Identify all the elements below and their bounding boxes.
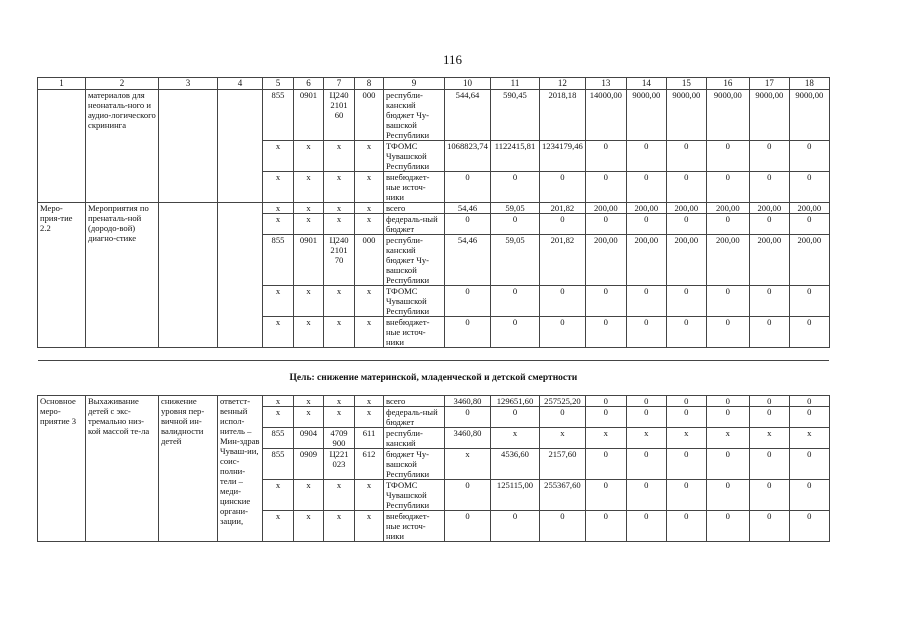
amount-value: 0 — [706, 480, 749, 511]
amount-value: 0 — [540, 172, 586, 203]
expense-type-code: x — [355, 203, 384, 214]
amount-value: 257525,20 — [540, 396, 586, 407]
amount-value: 0 — [585, 286, 626, 317]
section-2-executor — [218, 203, 263, 348]
column-number: 4 — [218, 78, 263, 90]
amount-value: 0 — [749, 511, 789, 542]
expense-type-code: x — [355, 511, 384, 542]
amount-value: 0 — [540, 407, 586, 428]
section-code: x — [294, 480, 324, 511]
amount-value: 0 — [491, 317, 540, 348]
amount-value: 0 — [789, 172, 829, 203]
amount-value: 0 — [585, 407, 626, 428]
section-code: x — [294, 407, 324, 428]
amount-value: 0 — [789, 449, 829, 480]
target-article-code: x — [324, 141, 355, 172]
column-number: 9 — [384, 78, 445, 90]
amount-value: 0 — [666, 286, 706, 317]
amount-value: x — [626, 428, 666, 449]
grbs-code: 855 — [263, 90, 294, 141]
amount-value: 0 — [706, 141, 749, 172]
amount-value: 200,00 — [706, 203, 749, 214]
amount-value: 0 — [585, 214, 626, 235]
section-code: x — [294, 317, 324, 348]
amount-value: 200,00 — [666, 203, 706, 214]
funding-source: внебюджет-ные источ-ники — [384, 172, 445, 203]
expense-type-code: 612 — [355, 449, 384, 480]
amount-value: 2018,18 — [540, 90, 586, 141]
target-article-code: Ц221 023 — [324, 449, 355, 480]
target-article-code: x — [324, 172, 355, 203]
section-2-event-name: Мероприятия по пренаталь-ной (дородо-вой) диагно-стике — [86, 203, 159, 348]
grbs-code: x — [263, 141, 294, 172]
amount-value: 200,00 — [749, 203, 789, 214]
column-number: 17 — [749, 78, 789, 90]
section-code: 0909 — [294, 449, 324, 480]
amount-value: 0 — [789, 480, 829, 511]
funding-source: федераль-ный бюджет — [384, 407, 445, 428]
amount-value: 201,82 — [540, 235, 586, 286]
amount-value: 0 — [789, 141, 829, 172]
expense-type-code: x — [355, 407, 384, 428]
expense-type-code: 611 — [355, 428, 384, 449]
amount-value: 0 — [626, 407, 666, 428]
amount-value: 0 — [666, 214, 706, 235]
grbs-code: x — [263, 172, 294, 203]
expense-type-code: 000 — [355, 90, 384, 141]
amount-value: 9000,00 — [666, 90, 706, 141]
spacer-cell — [38, 348, 830, 361]
amount-value: 0 — [789, 317, 829, 348]
amount-value: 0 — [706, 317, 749, 348]
grbs-code: x — [263, 511, 294, 542]
funding-source: ТФОМС Чувашской Республики — [384, 141, 445, 172]
section-1-indicator — [159, 90, 218, 203]
amount-value: 0 — [706, 511, 749, 542]
amount-value: 0 — [706, 396, 749, 407]
goal-row — [38, 361, 830, 396]
amount-value: 0 — [585, 141, 626, 172]
amount-value: 0 — [626, 511, 666, 542]
amount-value: 0 — [666, 141, 706, 172]
funding-source: внебюджет-ные источ-ники — [384, 511, 445, 542]
amount-value: 1122415,81 — [491, 141, 540, 172]
amount-value: 201,82 — [540, 203, 586, 214]
funding-source: бюджет Чу-вашской Республики — [384, 449, 445, 480]
amount-value: x — [585, 428, 626, 449]
amount-value: 0 — [626, 449, 666, 480]
amount-value: 3460,80 — [445, 396, 491, 407]
amount-value: 1068823,74 — [445, 141, 491, 172]
section-code: x — [294, 286, 324, 317]
amount-value: 0 — [585, 317, 626, 348]
section-code: 0904 — [294, 428, 324, 449]
amount-value: 59,05 — [491, 203, 540, 214]
section-1-executor — [218, 90, 263, 203]
amount-value: 200,00 — [585, 235, 626, 286]
amount-value: 0 — [749, 449, 789, 480]
target-article-code: x — [324, 511, 355, 542]
section-2-event-code: Меро-прия-тие 2.2 — [38, 203, 86, 348]
budget-table — [37, 77, 830, 542]
funding-source: ТФОМС Чувашской Республики — [384, 286, 445, 317]
spacer-row — [38, 348, 830, 361]
amount-value: 0 — [445, 214, 491, 235]
amount-value: 0 — [706, 449, 749, 480]
amount-value: 0 — [626, 214, 666, 235]
column-number: 10 — [445, 78, 491, 90]
target-article-code: x — [324, 480, 355, 511]
column-number: 8 — [355, 78, 384, 90]
amount-value: 0 — [626, 396, 666, 407]
amount-value: 0 — [540, 286, 586, 317]
amount-value: x — [540, 428, 586, 449]
amount-value: 0 — [666, 480, 706, 511]
amount-value: 0 — [626, 172, 666, 203]
grbs-code: 855 — [263, 235, 294, 286]
funding-source: ТФОМС Чувашской Республики — [384, 480, 445, 511]
column-number: 1 — [38, 78, 86, 90]
column-number: 13 — [585, 78, 626, 90]
amount-value: 200,00 — [706, 235, 749, 286]
amount-value: x — [666, 428, 706, 449]
amount-value: 0 — [666, 449, 706, 480]
amount-value: 0 — [491, 172, 540, 203]
section-3-indicator: снижение уровня пер-вичной ин-валидности детей — [159, 396, 218, 542]
amount-value: 0 — [749, 141, 789, 172]
amount-value: 0 — [585, 480, 626, 511]
amount-value: 9000,00 — [789, 90, 829, 141]
amount-value: 200,00 — [626, 235, 666, 286]
target-article-code: Ц240 2101 70 — [324, 235, 355, 286]
grbs-code: x — [263, 203, 294, 214]
amount-value: 200,00 — [585, 203, 626, 214]
section-2-indicator — [159, 203, 218, 348]
page-number: 116 — [442, 52, 463, 67]
amount-value: 9000,00 — [749, 90, 789, 141]
column-number-row — [38, 78, 830, 90]
column-number: 7 — [324, 78, 355, 90]
section-code: x — [294, 214, 324, 235]
column-number: 5 — [263, 78, 294, 90]
amount-value: 0 — [445, 172, 491, 203]
amount-value: x — [749, 428, 789, 449]
amount-value: 0 — [540, 511, 586, 542]
amount-value: 0 — [666, 396, 706, 407]
amount-value: 3460,80 — [445, 428, 491, 449]
grbs-code: x — [263, 317, 294, 348]
amount-value: 200,00 — [626, 203, 666, 214]
section-code: x — [294, 396, 324, 407]
expense-type-code: x — [355, 317, 384, 348]
amount-value: 0 — [626, 286, 666, 317]
column-number: 12 — [540, 78, 586, 90]
amount-value: 0 — [749, 407, 789, 428]
amount-value: x — [491, 428, 540, 449]
section-code: x — [294, 172, 324, 203]
column-number: 14 — [626, 78, 666, 90]
amount-value: 9000,00 — [706, 90, 749, 141]
target-article-code: x — [324, 203, 355, 214]
target-article-code: x — [324, 396, 355, 407]
funding-source: республи-канский бюджет Чу-вашской Республики — [384, 90, 445, 141]
target-article-code: x — [324, 407, 355, 428]
amount-value: 200,00 — [666, 235, 706, 286]
grbs-code: 855 — [263, 428, 294, 449]
amount-value: 0 — [749, 286, 789, 317]
goal-heading: Цель: снижение материнской, младенческой и детской смертности — [38, 361, 830, 396]
table-row — [38, 90, 830, 141]
amount-value: 0 — [706, 407, 749, 428]
section-1-event-name: материалов для неонаталь-ного и аудио-логического скрининга — [86, 90, 159, 203]
amount-value: 0 — [789, 214, 829, 235]
funding-source: республи-канский — [384, 428, 445, 449]
amount-value: 125115,00 — [491, 480, 540, 511]
amount-value: 54,46 — [445, 235, 491, 286]
amount-value: x — [706, 428, 749, 449]
amount-value: 0 — [445, 511, 491, 542]
section-code: 0901 — [294, 90, 324, 141]
amount-value: 1234179,46 — [540, 141, 586, 172]
expense-type-code: x — [355, 141, 384, 172]
column-number: 2 — [86, 78, 159, 90]
target-article-code: x — [324, 286, 355, 317]
grbs-code: x — [263, 214, 294, 235]
amount-value: 0 — [491, 286, 540, 317]
column-number: 18 — [789, 78, 829, 90]
amount-value: 0 — [491, 214, 540, 235]
amount-value: 200,00 — [789, 203, 829, 214]
funding-source: республи-канский бюджет Чу-вашской Республики — [384, 235, 445, 286]
amount-value: 0 — [585, 172, 626, 203]
section-code: x — [294, 511, 324, 542]
amount-value: 200,00 — [789, 235, 829, 286]
amount-value: 590,45 — [491, 90, 540, 141]
grbs-code: 855 — [263, 449, 294, 480]
expense-type-code: 000 — [355, 235, 384, 286]
amount-value: x — [789, 428, 829, 449]
amount-value: 14000,00 — [585, 90, 626, 141]
column-number: 11 — [491, 78, 540, 90]
funding-source: всего — [384, 203, 445, 214]
amount-value: 0 — [491, 511, 540, 542]
amount-value: 0 — [540, 317, 586, 348]
amount-value: 0 — [789, 511, 829, 542]
grbs-code: x — [263, 396, 294, 407]
table-row — [38, 396, 830, 407]
column-number: 6 — [294, 78, 324, 90]
section-code: x — [294, 203, 324, 214]
funding-source: внебюджет-ные источ-ники — [384, 317, 445, 348]
section-3-executor: ответст-венный испол-нитель – Мин-здрав Чуваш-ии, соис-полни-тели – меди-цинские органи-зации, — [218, 396, 263, 542]
section-3-event-name: Выхаживание детей с экс-тремально низ-кой массой те-ла — [86, 396, 159, 542]
amount-value: 544,64 — [445, 90, 491, 141]
amount-value: 0 — [585, 396, 626, 407]
amount-value: 0 — [445, 407, 491, 428]
column-number: 16 — [706, 78, 749, 90]
expense-type-code: x — [355, 396, 384, 407]
amount-value: 4536,60 — [491, 449, 540, 480]
amount-value: 0 — [540, 214, 586, 235]
section-1-event-code — [38, 90, 86, 203]
amount-value: 0 — [789, 286, 829, 317]
expense-type-code: x — [355, 480, 384, 511]
grbs-code: x — [263, 407, 294, 428]
amount-value: 0 — [445, 286, 491, 317]
amount-value: 54,46 — [445, 203, 491, 214]
expense-type-code: x — [355, 214, 384, 235]
section-3-event-code: Основное меро-приятие 3 — [38, 396, 86, 542]
amount-value: 0 — [585, 449, 626, 480]
amount-value: 255367,60 — [540, 480, 586, 511]
amount-value: 0 — [491, 407, 540, 428]
grbs-code: x — [263, 286, 294, 317]
amount-value: 0 — [706, 286, 749, 317]
funding-source: всего — [384, 396, 445, 407]
amount-value: x — [445, 449, 491, 480]
amount-value: 0 — [666, 511, 706, 542]
amount-value: 0 — [666, 172, 706, 203]
amount-value: 0 — [789, 396, 829, 407]
column-number: 15 — [666, 78, 706, 90]
target-article-code: x — [324, 214, 355, 235]
expense-type-code: x — [355, 286, 384, 317]
amount-value: 0 — [789, 407, 829, 428]
amount-value: 0 — [445, 317, 491, 348]
amount-value: 0 — [706, 172, 749, 203]
table-row — [38, 203, 830, 214]
amount-value: 0 — [585, 511, 626, 542]
target-article-code: 4709 900 — [324, 428, 355, 449]
amount-value: 0 — [749, 480, 789, 511]
target-article-code: x — [324, 317, 355, 348]
amount-value: 0 — [749, 214, 789, 235]
column-number: 3 — [159, 78, 218, 90]
amount-value: 129651,60 — [491, 396, 540, 407]
amount-value: 0 — [666, 407, 706, 428]
amount-value: 0 — [749, 317, 789, 348]
amount-value: 2157,60 — [540, 449, 586, 480]
grbs-code: x — [263, 480, 294, 511]
amount-value: 59,05 — [491, 235, 540, 286]
amount-value: 200,00 — [749, 235, 789, 286]
amount-value: 0 — [445, 480, 491, 511]
amount-value: 0 — [666, 317, 706, 348]
target-article-code: Ц240 2101 60 — [324, 90, 355, 141]
amount-value: 0 — [626, 317, 666, 348]
section-code: 0901 — [294, 235, 324, 286]
funding-source: федераль-ный бюджет — [384, 214, 445, 235]
amount-value: 0 — [749, 396, 789, 407]
amount-value: 0 — [706, 214, 749, 235]
amount-value: 0 — [749, 172, 789, 203]
section-code: x — [294, 141, 324, 172]
amount-value: 0 — [626, 480, 666, 511]
expense-type-code: x — [355, 172, 384, 203]
amount-value: 0 — [626, 141, 666, 172]
amount-value: 9000,00 — [626, 90, 666, 141]
